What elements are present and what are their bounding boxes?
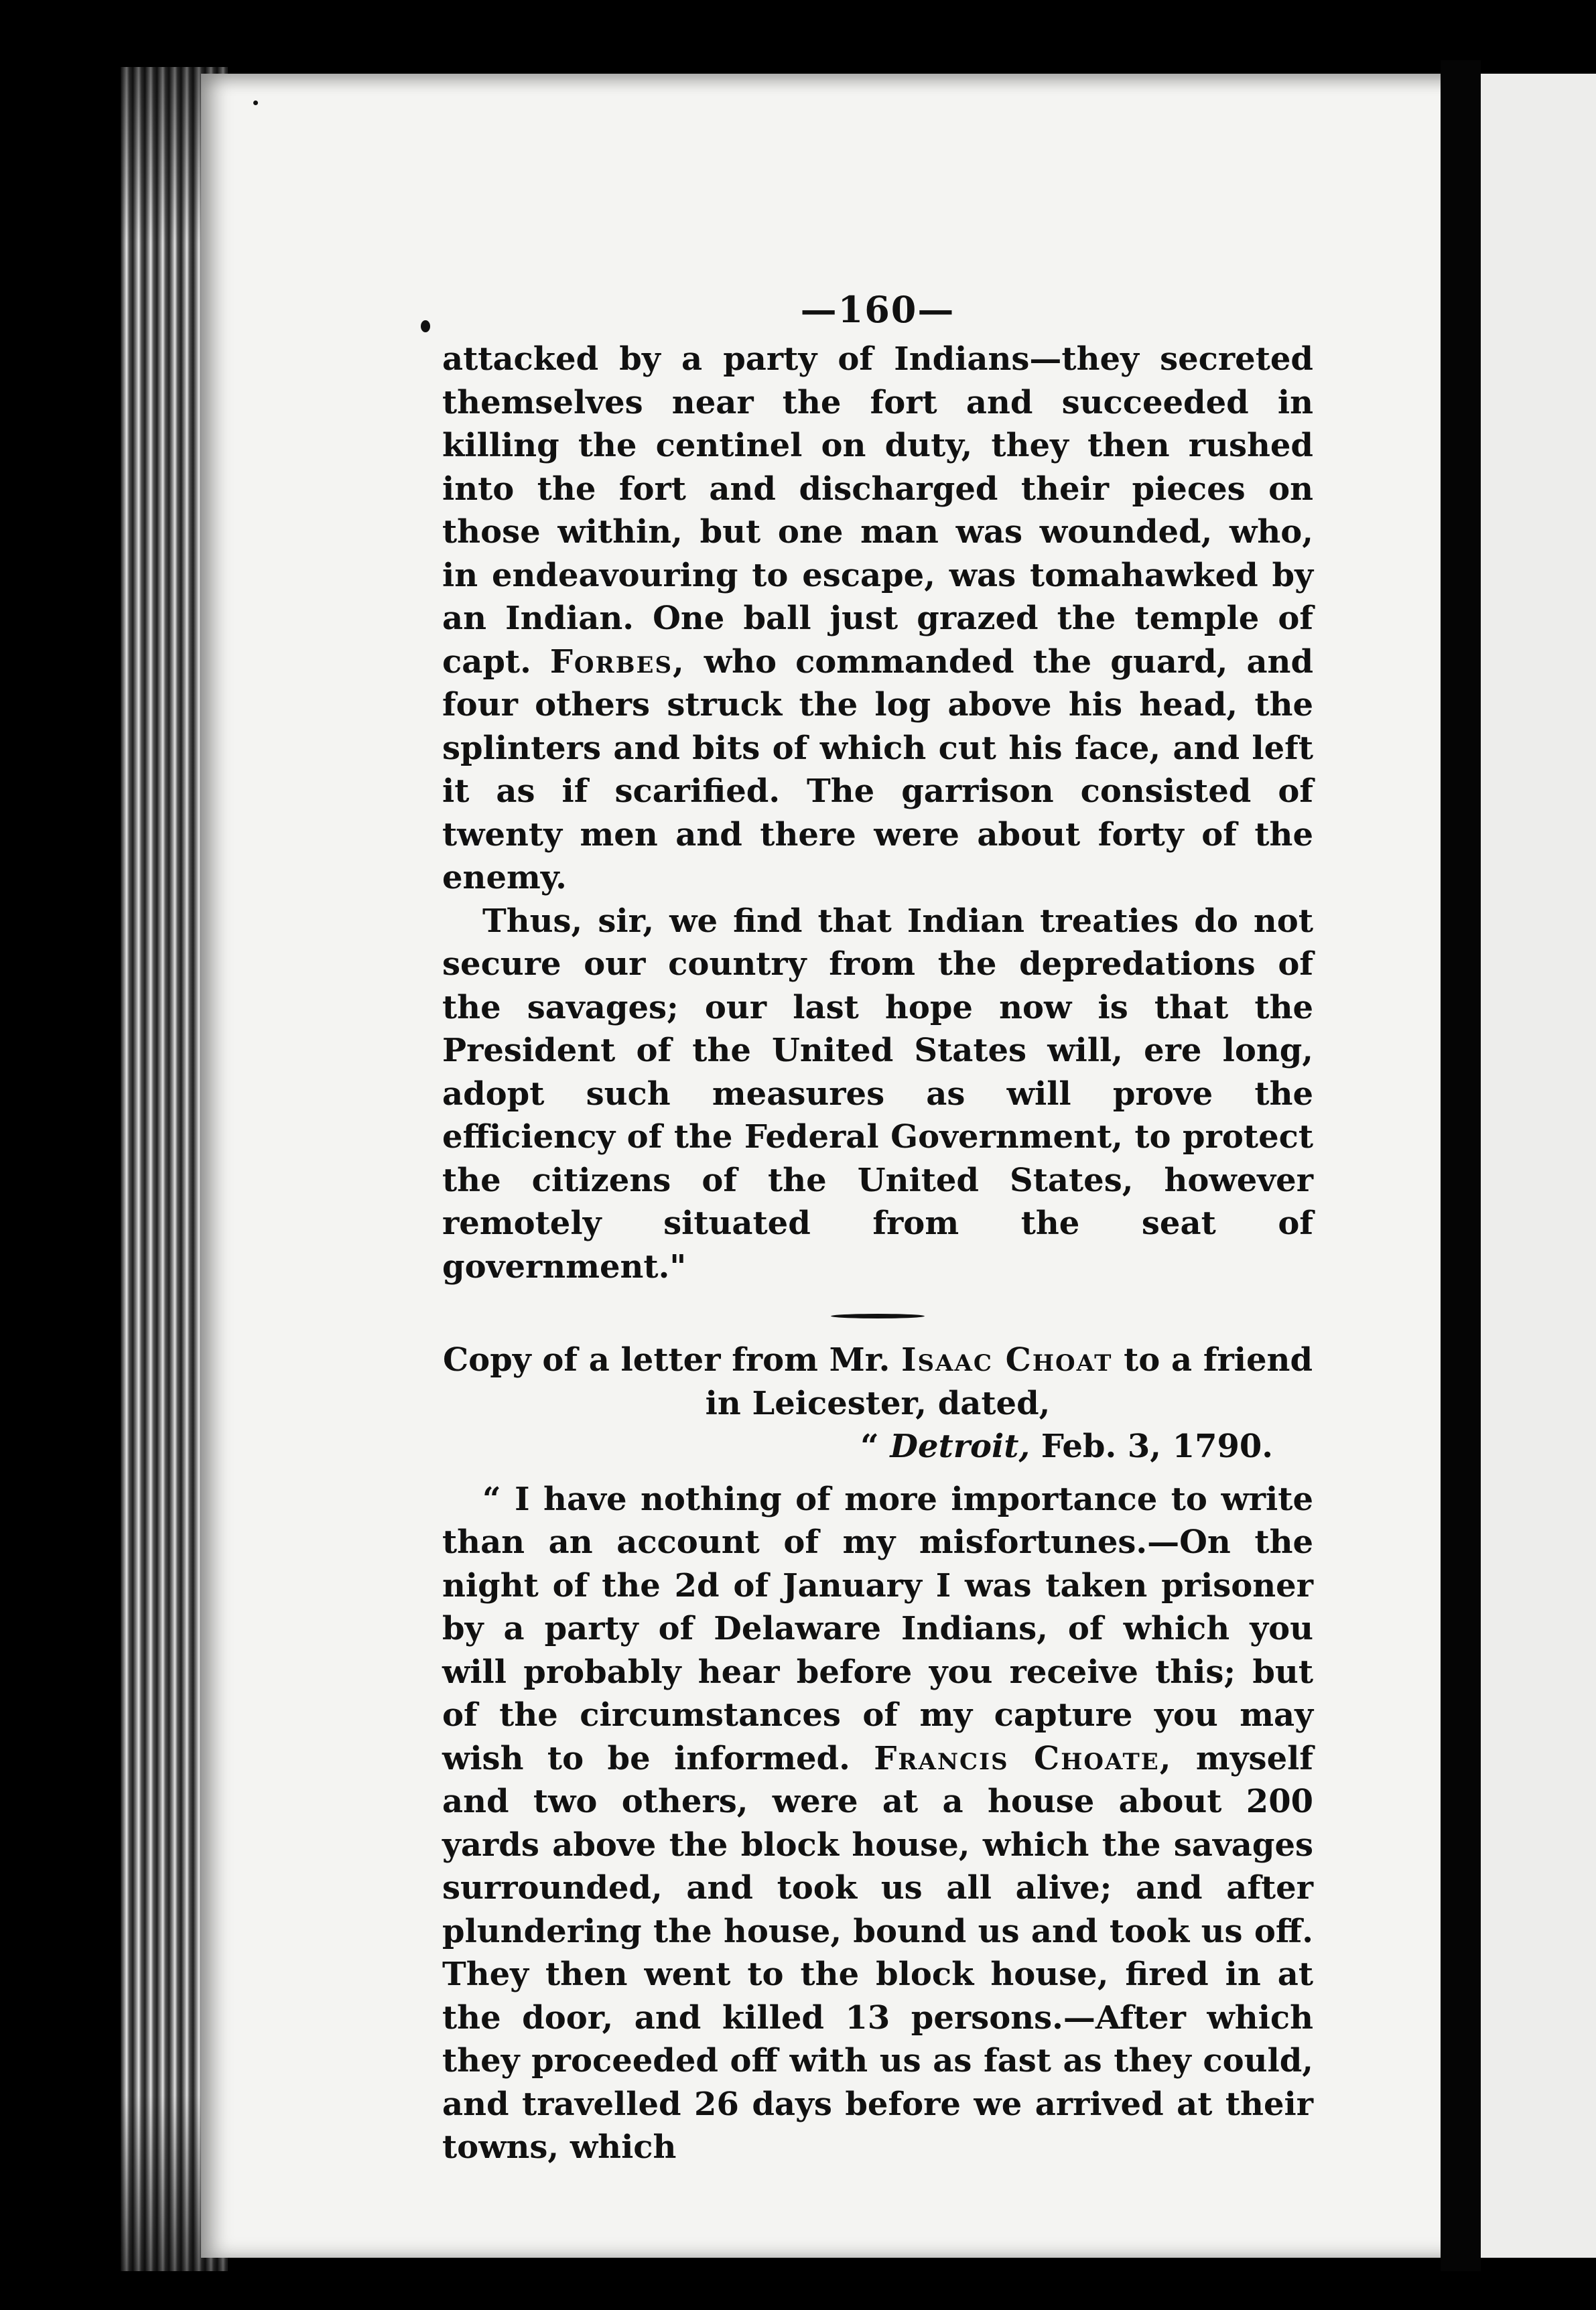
dateline-date: Feb. 3, 1790. — [1041, 1428, 1273, 1465]
person-name: Isaac Choat — [901, 1341, 1113, 1379]
paragraph-text: attacked by a party of Indians—they secreted themselves near the fort and succeeded in killing the centinel on duty, they then rushed into the fort and discharged their pieces on those within, but one man was wounded, who, in endeavouring to escape, was tomahawked by an Indian. One ball just grazed the temple of capt. — [442, 340, 1313, 681]
quote-mark: “ — [860, 1428, 879, 1465]
person-name: Francis Choate, — [874, 1739, 1173, 1777]
section-rule — [831, 1314, 925, 1318]
paragraph: Thus, sir, we find that Indian treaties do not secure our country from the depredations of the savages; our last hope now is that the President of the United States will, ere long, adopt such measures as will prove the efficiency of the Federal Government, to protect the citizens of the United States, however remotely situated from the seat of government." — [442, 902, 1313, 1286]
heading-text: to a friend in Leicester, dated, — [705, 1341, 1313, 1422]
paragraph-text: myself and two others, were at a house about 200 yards above the block house, which the savages surrounded, and took us all alive; and after plundering the house, bound us and took us off. They then went to the block house, fired in at the door, and killed 13 persons.—After which they proceeded off with us as fast as they could, and travelled 26 days before we arrived at their towns, which — [442, 1739, 1313, 2166]
paragraph — [442, 1478, 1313, 2169]
page-number: —160— — [800, 288, 955, 331]
letter-dateline — [442, 1425, 1273, 1469]
person-name: Forbes, — [549, 642, 685, 681]
heading-text: Copy of a letter from Mr. — [442, 1341, 890, 1379]
dateline-place: Detroit, — [890, 1428, 1030, 1465]
page-text — [442, 288, 1313, 2169]
opposite-page-edge — [1481, 74, 1596, 2258]
paragraph-text: who commanded the guard, and four others struck the log above his head, the splinters and bits of which cut his face, and left it as if scarified. The garrison consisted of twenty men and there were about forty of the enemy. — [442, 642, 1314, 896]
letter-heading — [442, 1339, 1313, 1425]
speck — [421, 320, 430, 332]
paragraph-text: “ I have nothing of more importance to write than an account of my misfortunes.—On the night of the 2d of January I was taken prisoner by a party of Delaware Indians, of which you will probably hear before you receive this; but of the circumstances of my capture you may wish to be informed. — [442, 1480, 1313, 1777]
speck — [253, 100, 258, 105]
paragraph — [442, 338, 1313, 900]
book-gutter — [1441, 60, 1481, 2271]
